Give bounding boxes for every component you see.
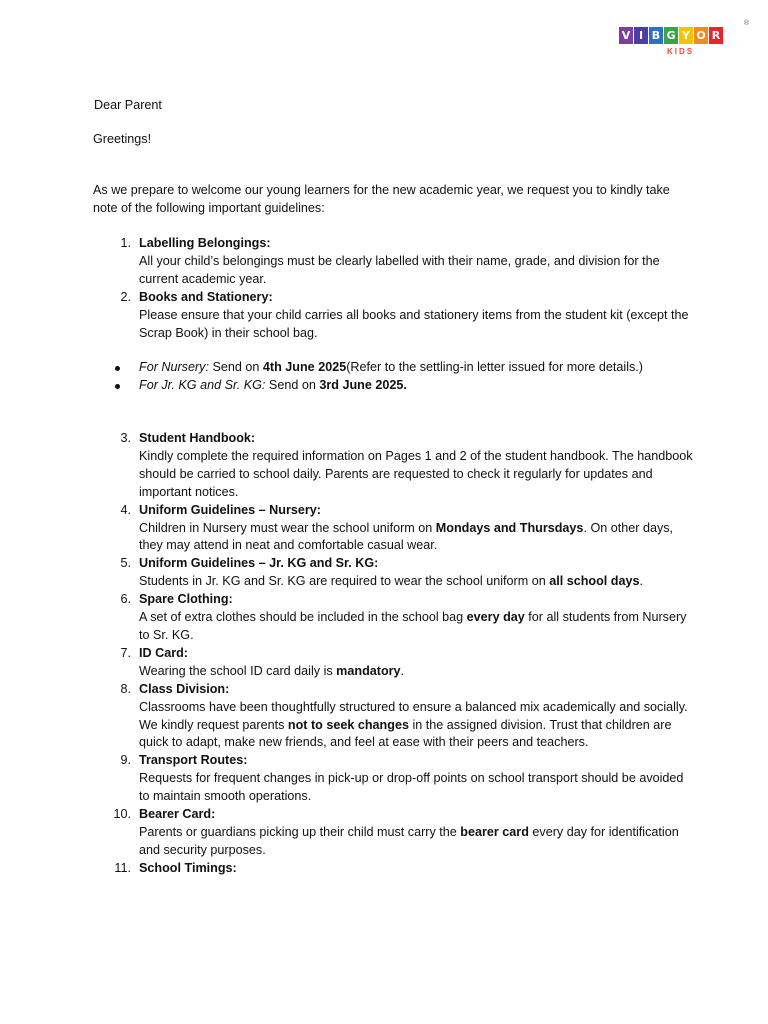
guidelines-list-part-1 <box>95 235 695 342</box>
item-number: 8. <box>120 681 131 696</box>
list-item <box>95 289 695 343</box>
item-text: . On other days, they may attend in neat and comfortable casual wear. <box>139 520 674 553</box>
list-item <box>95 591 695 645</box>
item-text: in the assigned division. Trust that children are quick to adapt, make new friends, and feel at ease with their peers and teachers. <box>139 717 672 750</box>
item-text: Students in Jr. KG and Sr. KG are required to wear the school uniform on <box>139 574 550 589</box>
list-item <box>95 235 695 289</box>
greeting: Greetings! <box>93 132 152 146</box>
item-text: Children in Nursery must wear the school uniform on <box>139 520 436 535</box>
item-title: Books and Stationery: <box>139 289 273 304</box>
registered-mark: ® <box>744 20 750 27</box>
item-text-bold: Mondays and Thursdays <box>435 520 584 535</box>
guidelines-list-part-2 <box>95 430 695 878</box>
list-item <box>95 502 695 556</box>
books-send-dates <box>113 359 683 395</box>
vibgyor-kids-logo <box>619 20 750 61</box>
item-title: Transport Routes: <box>139 753 248 768</box>
item-title: ID Card: <box>139 645 188 660</box>
bullet-text: Send on <box>265 377 320 392</box>
list-item <box>95 752 695 806</box>
item-text: . <box>400 663 405 678</box>
list-item <box>95 430 695 502</box>
list-item <box>95 681 695 753</box>
bullet-item <box>113 377 683 395</box>
logo-letter: G <box>664 27 678 44</box>
bullet-dot-icon <box>115 384 120 389</box>
item-number: 1. <box>120 236 131 250</box>
item-text: Requests for frequent changes in pick-up or drop-off points on school transport should be avoided to maintain smooth operations. <box>139 771 684 804</box>
bullet-label: For Jr. KG and Sr. KG: <box>139 377 266 392</box>
item-title: Class Division: <box>139 681 230 696</box>
item-title: Spare Clothing: <box>139 592 233 607</box>
item-text: A set of extra clothes should be included in the school bag <box>139 610 467 625</box>
item-text-bold: every day <box>466 610 525 625</box>
item-number: 7. <box>120 645 131 660</box>
logo-letter: Y <box>679 27 693 44</box>
item-text: Please ensure that your child carries all books and stationery items from the student kit (except the Scrap Book) in their school bag. <box>139 307 689 340</box>
item-title: Bearer Card: <box>139 807 216 822</box>
item-title: School Timings: <box>139 860 237 875</box>
item-number: 11. <box>114 860 131 875</box>
logo-letter: R <box>709 27 723 44</box>
item-number: 6. <box>120 592 131 607</box>
item-number: 9. <box>120 753 131 768</box>
item-text-bold: bearer card <box>460 824 529 839</box>
send-date: 4th June 2025 <box>262 360 347 374</box>
send-date: 3rd June 2025 <box>319 377 404 392</box>
item-text-bold: not to seek changes <box>287 717 409 732</box>
bullet-dot-icon <box>115 366 120 371</box>
item-text-bold: mandatory <box>336 663 401 678</box>
item-text: All your child’s belongings must be clearly labelled with their name, grade, and division for the current academic year. <box>139 253 660 286</box>
list-item <box>95 860 695 878</box>
logo-letter: V <box>619 27 633 44</box>
bullet-label: For Nursery: <box>139 360 209 374</box>
item-number: 4. <box>120 502 131 517</box>
item-title: Labelling Belongings: <box>139 236 271 250</box>
list-item <box>95 806 695 860</box>
logo-letter: I <box>634 27 648 44</box>
bullet-text: (Refer to the settling-in letter issued for more details.) <box>346 360 643 374</box>
item-text: Kindly complete the required information on Pages 1 and 2 of the student handbook. The handbook should be carried to school daily. Parents are requested to check it regularly for updates and important notices. <box>139 448 693 499</box>
item-number: 2. <box>120 289 131 304</box>
list-item <box>95 555 695 591</box>
item-text: Classrooms have been thoughtfully structured to ensure a balanced mix academically and socially. We kindly request parents <box>139 699 688 732</box>
bullet-item <box>113 359 683 377</box>
logo-letter: O <box>694 27 708 44</box>
logo-letter: B <box>649 27 663 44</box>
item-text: every day for identification and security purposes. <box>139 824 679 857</box>
logo-subtitle: KIDS <box>667 47 695 56</box>
item-title: Student Handbook: <box>139 431 256 445</box>
item-text: for all students from Nursery to Sr. KG. <box>139 610 687 642</box>
item-text: . <box>639 574 644 589</box>
salutation: Dear Parent <box>94 98 162 112</box>
bullet-text: Send on <box>208 360 263 374</box>
list-item <box>95 645 695 681</box>
item-title: Uniform Guidelines – Nursery: <box>139 502 321 517</box>
intro-paragraph: As we prepare to welcome our young learners for the new academic year, we request you to kindly take note of the following important guidelines: <box>93 183 670 215</box>
item-text-bold: all school days <box>549 574 640 589</box>
item-title: Uniform Guidelines – Jr. KG and Sr. KG: <box>139 556 379 571</box>
item-text: Parents or guardians picking up their child must carry the <box>139 824 461 839</box>
item-number: 10. <box>113 807 131 822</box>
item-number: 3. <box>120 431 131 445</box>
bullet-text: . <box>403 377 407 392</box>
item-number: 5. <box>120 556 131 571</box>
item-text: Wearing the school ID card daily is <box>139 663 337 678</box>
